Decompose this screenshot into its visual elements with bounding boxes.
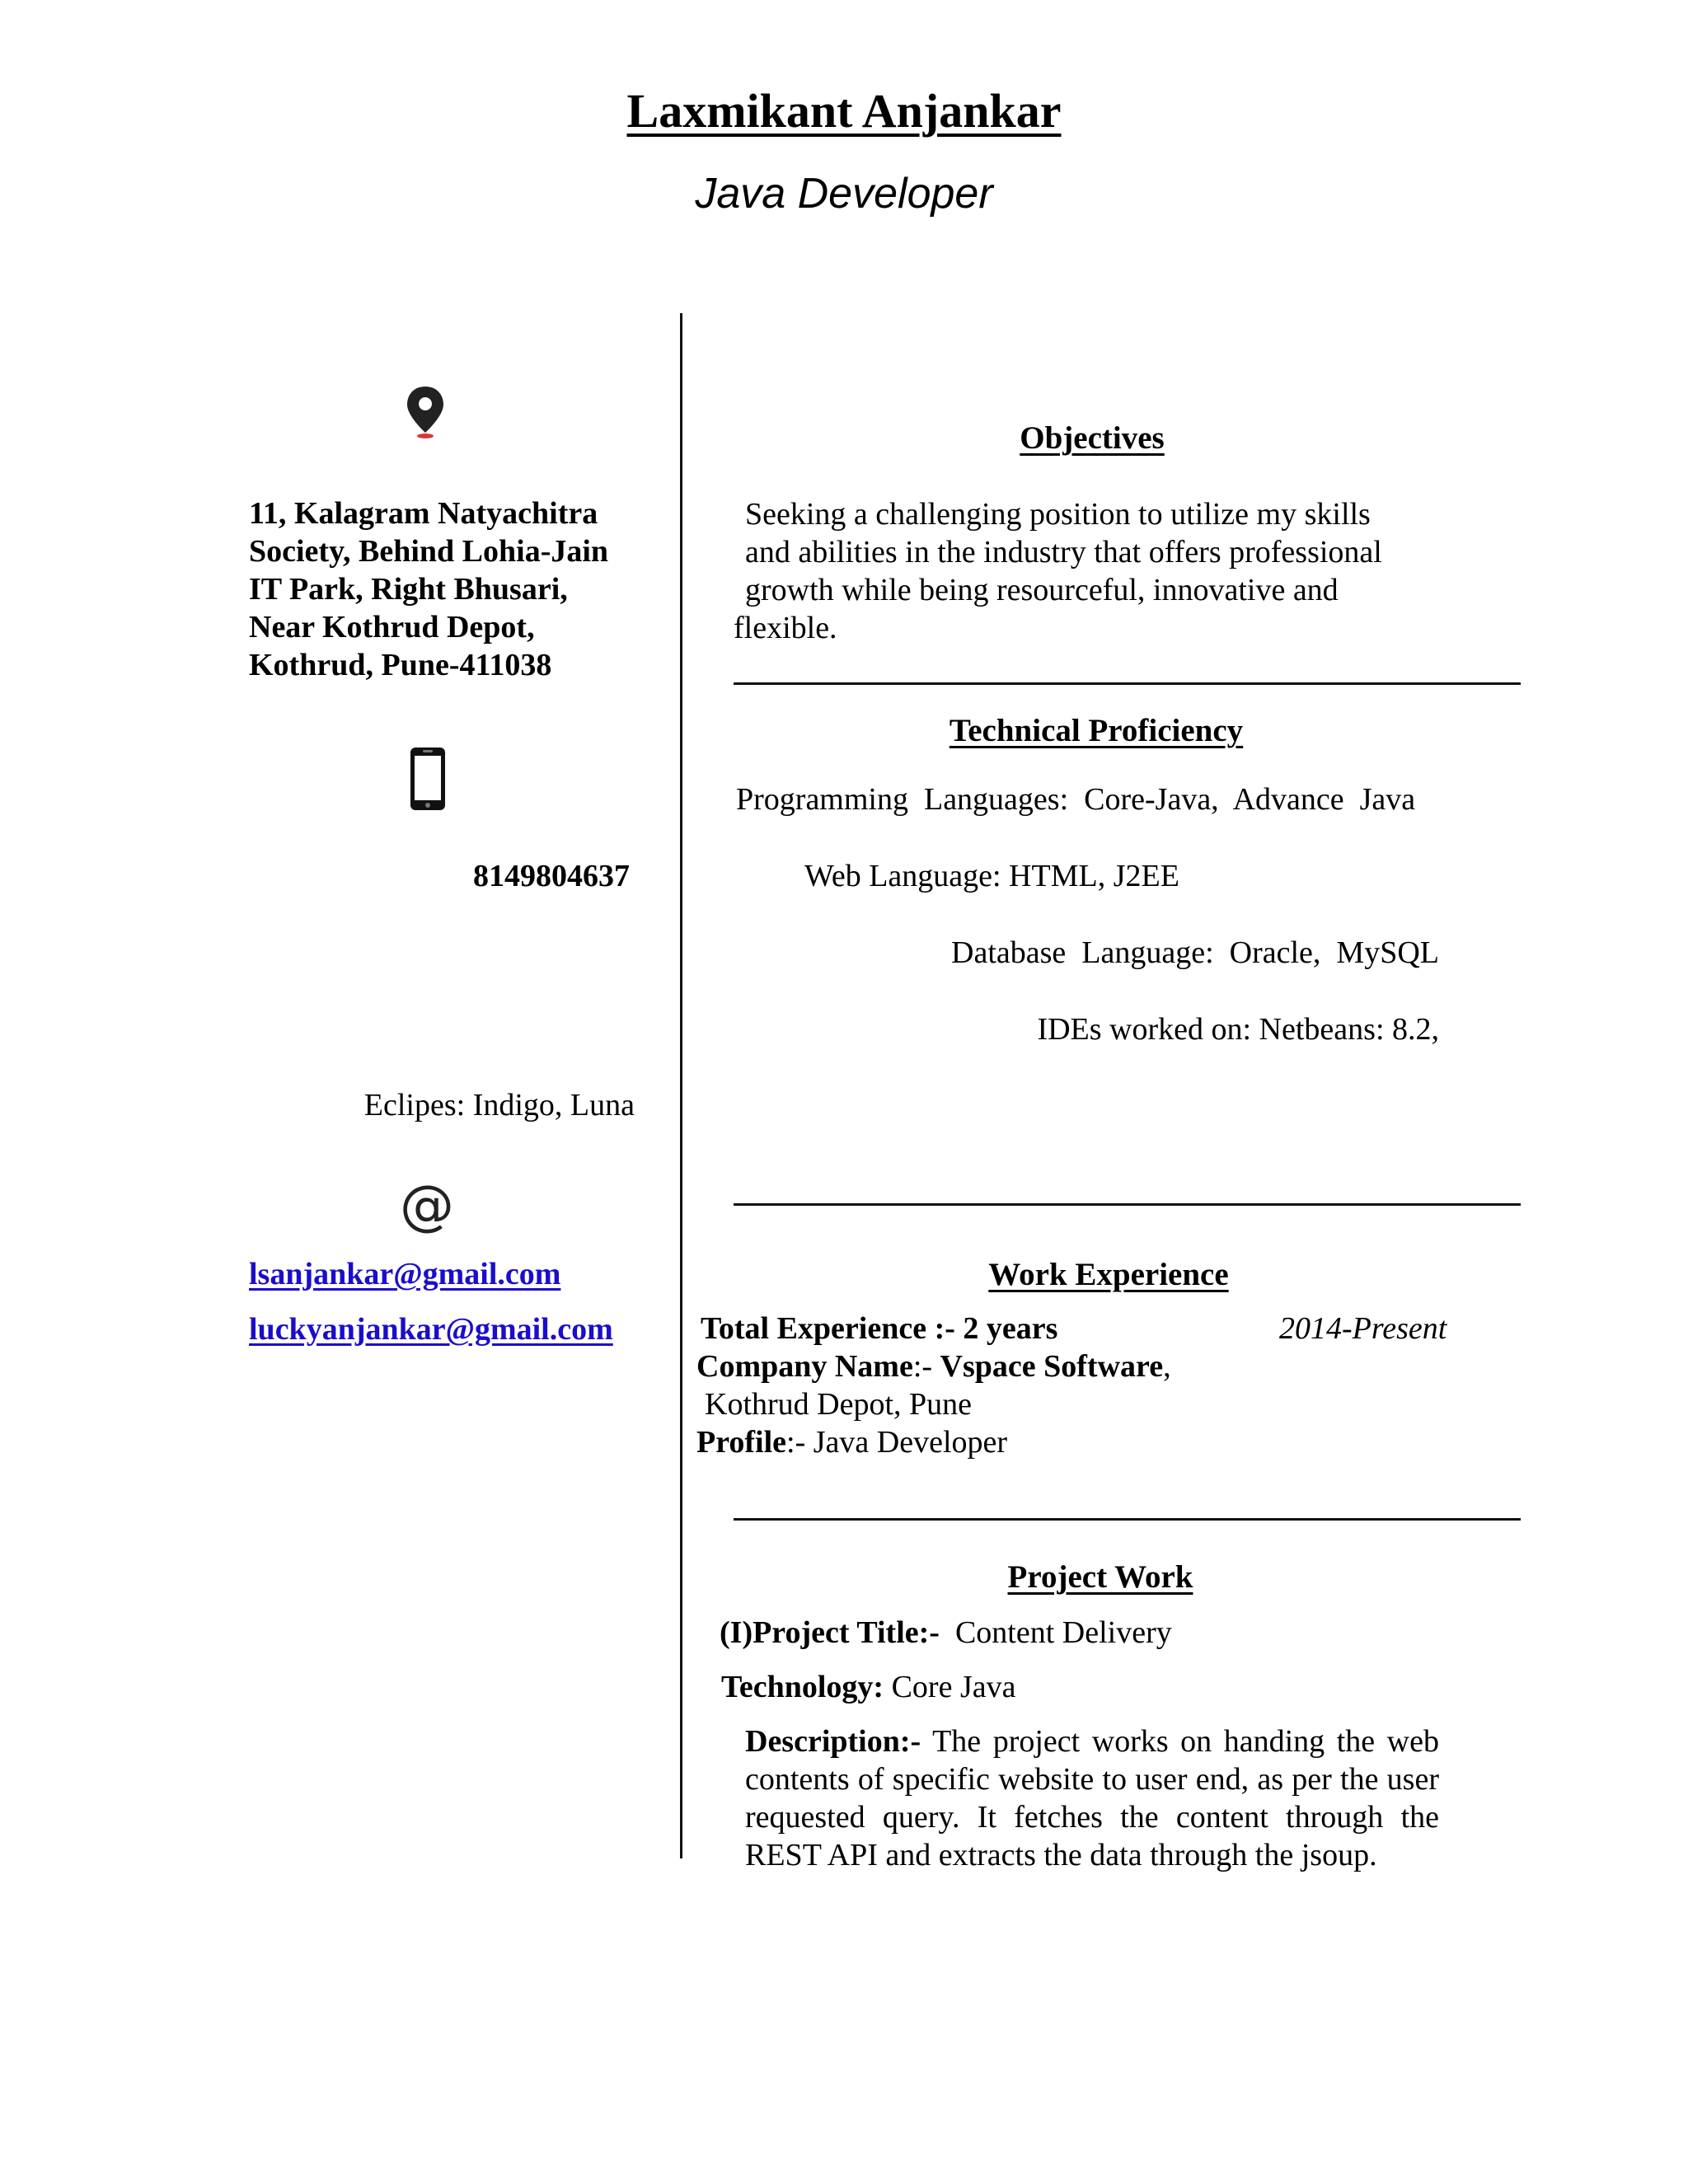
tech-programming: Programming Languages: Core-Java, Advance Java (736, 782, 1416, 817)
map-pin-icon (402, 383, 448, 441)
objectives-line: Seeking a challenging position to utilize my skills (745, 497, 1371, 532)
at-sign-icon: @ (400, 1174, 454, 1237)
objectives-text (734, 495, 1525, 647)
project-tech-label: Technology: (721, 1670, 884, 1704)
company-separator: :- (912, 1349, 940, 1384)
project-title-label: (I)Project Title:- (720, 1615, 940, 1650)
project-title (720, 1614, 1172, 1652)
company-label: Company Name (696, 1349, 913, 1384)
work-heading: Work Experience (988, 1257, 1229, 1292)
profile-value: :- Java Developer (786, 1425, 1008, 1460)
section-divider (734, 1203, 1521, 1206)
project-title-value: Content Delivery (954, 1615, 1172, 1650)
tech-ides: IDEs worked on: Netbeans: 8.2, (1037, 1012, 1439, 1047)
work-total-experience: Total Experience :- 2 years (701, 1311, 1058, 1346)
address (249, 494, 661, 684)
tech-database: Database Language: Oracle, MySQL (951, 935, 1439, 970)
email-link-primary[interactable]: lsanjankar@gmail.com (249, 1257, 561, 1291)
tech-web: Web Language: HTML, J2EE (804, 859, 1179, 893)
ide-eclipse: Eclipes: Indigo, Luna (363, 1088, 635, 1122)
address-line: Kothrud, Pune-411038 (249, 648, 552, 682)
section-divider (734, 682, 1521, 685)
email-link-secondary[interactable]: luckyanjankar@gmail.com (249, 1312, 613, 1347)
address-line: Society, Behind Lohia-Jain (249, 534, 609, 569)
technical-heading: Technical Proficiency (949, 713, 1244, 748)
project-technology (721, 1668, 1015, 1706)
work-company (696, 1347, 1171, 1385)
company-value: Vspace Software (940, 1349, 1164, 1384)
objectives-line: growth while being resourceful, innovative and (745, 573, 1339, 607)
phone-number: 8149804637 (473, 859, 630, 893)
column-divider (680, 313, 682, 1858)
company-tail: , (1163, 1349, 1171, 1384)
address-line: 11, Kalagram Natyachitra (249, 496, 598, 531)
project-tech-value: Core Java (891, 1670, 1016, 1704)
project-desc-value: The project works on handing the web contents of specific website to user end, as per the user requested query. It fetches the content through the REST API and extracts the data through the jsoup. (745, 1724, 1439, 1872)
job-title: Java Developer (695, 170, 993, 218)
project-heading: Project Work (1007, 1559, 1193, 1595)
work-company-location: Kothrud Depot, Pune (705, 1387, 973, 1422)
work-period: 2014-Present (1279, 1311, 1447, 1346)
candidate-name: Laxmikant Anjankar (626, 84, 1062, 138)
project-description (745, 1722, 1439, 1874)
address-line: Near Kothrud Depot, (249, 610, 535, 644)
objectives-line: flexible. (734, 611, 837, 645)
section-divider (734, 1518, 1521, 1521)
work-profile (696, 1423, 1007, 1461)
smartphone-icon (409, 746, 447, 812)
project-desc-label: Description:- (745, 1724, 921, 1759)
profile-label: Profile (696, 1425, 787, 1460)
objectives-heading: Objectives (1020, 420, 1165, 456)
objectives-line: and abilities in the industry that offers professional (745, 535, 1382, 569)
email-list (249, 1254, 613, 1349)
address-line: IT Park, Right Bhusari, (249, 572, 568, 607)
